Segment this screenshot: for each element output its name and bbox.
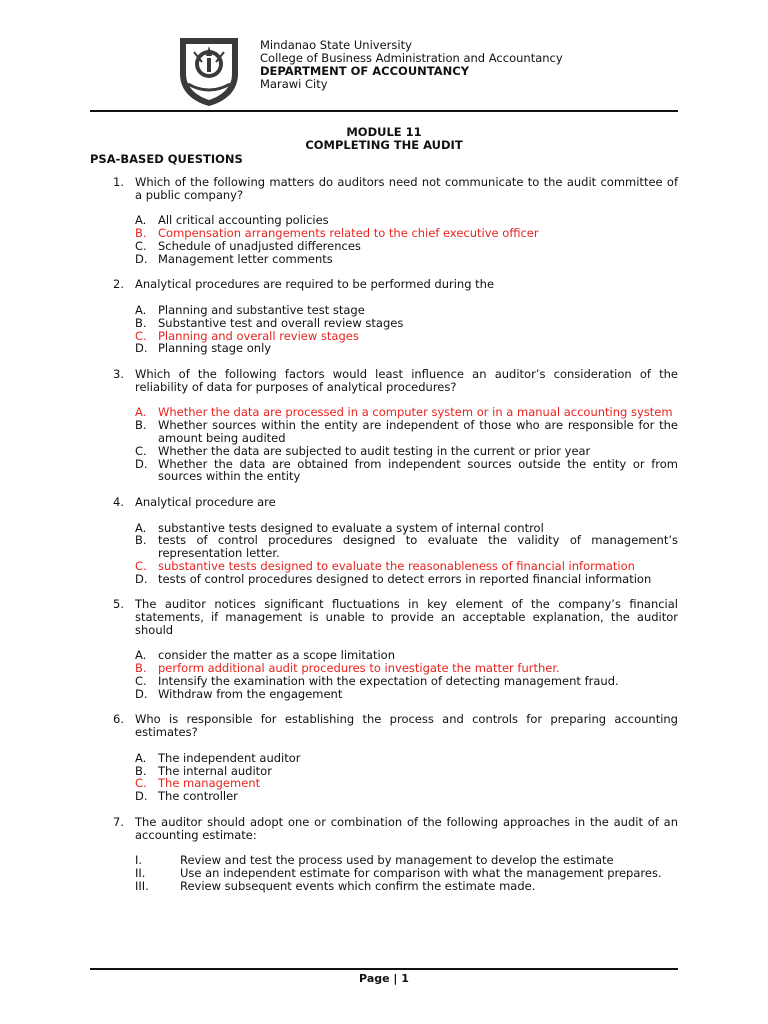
page-footer: [90, 972, 678, 985]
question-item: [90, 176, 678, 266]
option-text: The independent auditor: [158, 750, 301, 765]
option-item: B. Whether sources within the entity are independent of those who are responsible for the amount being audited: [135, 418, 678, 445]
option-text: Whether the data are obtained from independent sources outside the entity or from sources within the entity: [158, 456, 678, 484]
question-number: 5.: [113, 597, 124, 612]
question-number: 2.: [113, 277, 124, 292]
page-separator: |: [393, 972, 398, 985]
option-item: D. tests of control procedures designed to detect errors in reported financial information: [90, 573, 678, 586]
question-text: The auditor notices significant fluctuations in key element of the company’s financial statements, if management is unable to provide an acceptable explanation, the auditor should: [135, 597, 678, 637]
option-text: Compensation arrangements related to the chief executive officer: [158, 226, 539, 241]
option-item: D. Whether the data are obtained from independent sources outside the entity or from sources within the entity: [135, 456, 678, 484]
university-seal-logo: [172, 34, 246, 108]
question-item: [90, 598, 678, 700]
option-text: Substantive test and overall review stages: [158, 315, 404, 330]
question-item: [90, 816, 678, 893]
option-text: The internal auditor: [158, 763, 272, 778]
option-item: C. Intensify the examination with the expectation of detecting management fraud.: [90, 675, 678, 688]
question-number: 6.: [113, 712, 124, 727]
question-text: Which of the following matters do auditors need not communicate to the audit committee of a public company?: [135, 175, 678, 202]
option-text: tests of control procedures designed to detect errors in reported financial information: [158, 571, 652, 586]
option-item-correct: C. Planning and overall review stages: [90, 330, 678, 343]
page-number: 1: [401, 972, 409, 985]
university-name: Mindanao State University: [260, 38, 412, 52]
option-item-correct: A. Whether the data are processed in a computer system or in a manual accounting system: [90, 406, 678, 419]
option-item: B. Substantive test and overall review stages: [90, 317, 678, 330]
option-text: Whether the data are subjected to audit testing in the current or prior year: [158, 443, 591, 458]
question-number: 1.: [113, 175, 124, 189]
roman-text: Use an independent estimate for comparison with what the management prepares.: [180, 866, 662, 881]
option-item-correct: C. The management: [90, 777, 678, 790]
option-text: Schedule of unadjusted differences: [158, 238, 361, 253]
option-item-correct: B. perform additional audit procedures to investigate the matter further.: [90, 662, 678, 675]
roman-text: Review and test the process used by management to develop the estimate: [180, 853, 614, 868]
question-text: Analytical procedures are required to be performed during the: [135, 277, 495, 292]
question-text: The auditor should adopt one or combination of the following approaches in the audit of an accounting estimate:: [135, 814, 678, 842]
option-text: Planning stage only: [158, 341, 272, 356]
section-heading: PSA-BASED QUESTIONS: [90, 152, 243, 166]
option-item: B. tests of control procedures designed to evaluate the validity of management’s representation letter.: [135, 533, 678, 561]
option-item-correct: B. Compensation arrangements related to the chief executive officer: [90, 227, 678, 240]
roman-text: Review subsequent events which confirm the estimate made.: [180, 878, 536, 893]
roman-item: I. Review and test the process used by management to develop the estimate: [90, 854, 678, 867]
question-text: Who is responsible for establishing the process and controls for preparing accounting estimates?: [135, 712, 678, 740]
option-item: A. consider the matter as a scope limitation: [90, 649, 678, 662]
header-block: [260, 39, 563, 91]
option-item: C. Schedule of unadjusted differences: [90, 240, 678, 253]
option-item: A. All critical accounting policies: [90, 214, 678, 227]
module-title: MODULE 11: [346, 125, 422, 139]
department-name: DEPARTMENT OF ACCOUNTANCY: [260, 64, 470, 78]
option-item: B. The internal auditor: [90, 765, 678, 778]
college-name: College of Business Administration and Accountancy: [260, 51, 563, 65]
option-text: The management: [158, 776, 261, 791]
footer-divider: [90, 968, 678, 970]
question-item: [90, 278, 678, 355]
option-text: Intensify the examination with the expectation of detecting management fraud.: [158, 674, 619, 689]
city-name: Marawi City: [260, 77, 328, 91]
option-text: tests of control procedures designed to evaluate the validity of management’s representation letter.: [158, 533, 678, 561]
option-text: Whether the data are processed in a computer system or in a manual accounting system: [158, 405, 673, 420]
header-divider: [90, 110, 678, 112]
questions-list: [90, 176, 678, 905]
option-text: Whether sources within the entity are independent of those who are responsible for the amount being audited: [158, 418, 678, 445]
roman-item: II. Use an independent estimate for comparison with what the management prepares.: [90, 867, 678, 880]
question-number: 4.: [113, 494, 124, 509]
option-item: A. The independent auditor: [90, 752, 678, 765]
option-item: A. substantive tests designed to evaluate a system of internal control: [90, 522, 678, 535]
option-text: substantive tests designed to evaluate the reasonableness of financial information: [158, 558, 635, 573]
title-block: [90, 126, 678, 152]
question-item: [90, 496, 678, 586]
roman-item: III. Review subsequent events which confirm the estimate made.: [90, 880, 678, 893]
option-text: Management letter comments: [158, 251, 333, 266]
option-text: Planning and substantive test stage: [158, 302, 365, 317]
option-item: D. Withdraw from the engagement: [90, 688, 678, 701]
option-text: perform additional audit procedures to investigate the matter further.: [158, 661, 560, 676]
module-subtitle: COMPLETING THE AUDIT: [305, 138, 463, 152]
question-item: [90, 368, 678, 483]
question-text: Which of the following factors would least influence an auditor’s consideration of the reliability of data for purposes of analytical procedures?: [135, 366, 678, 394]
option-item: D. Management letter comments: [90, 253, 678, 266]
question-text: Analytical procedure are: [135, 494, 276, 509]
option-text: The controller: [158, 789, 238, 804]
option-text: consider the matter as a scope limitation: [158, 648, 395, 663]
question-number: 7.: [113, 814, 124, 829]
option-text: All critical accounting policies: [158, 213, 329, 228]
option-text: substantive tests designed to evaluate a system of internal control: [158, 520, 544, 535]
option-item: D. Planning stage only: [90, 342, 678, 355]
page-label: Page: [359, 972, 390, 985]
option-item: C. Whether the data are subjected to audit testing in the current or prior year: [90, 445, 678, 458]
option-item: A. Planning and substantive test stage: [90, 304, 678, 317]
question-item: [90, 713, 678, 803]
option-text: Planning and overall review stages: [158, 328, 359, 343]
option-item: D. The controller: [90, 790, 678, 803]
option-item-correct: C. substantive tests designed to evaluate the reasonableness of financial information: [90, 560, 678, 573]
question-number: 3.: [113, 366, 124, 381]
option-text: Withdraw from the engagement: [158, 686, 343, 701]
